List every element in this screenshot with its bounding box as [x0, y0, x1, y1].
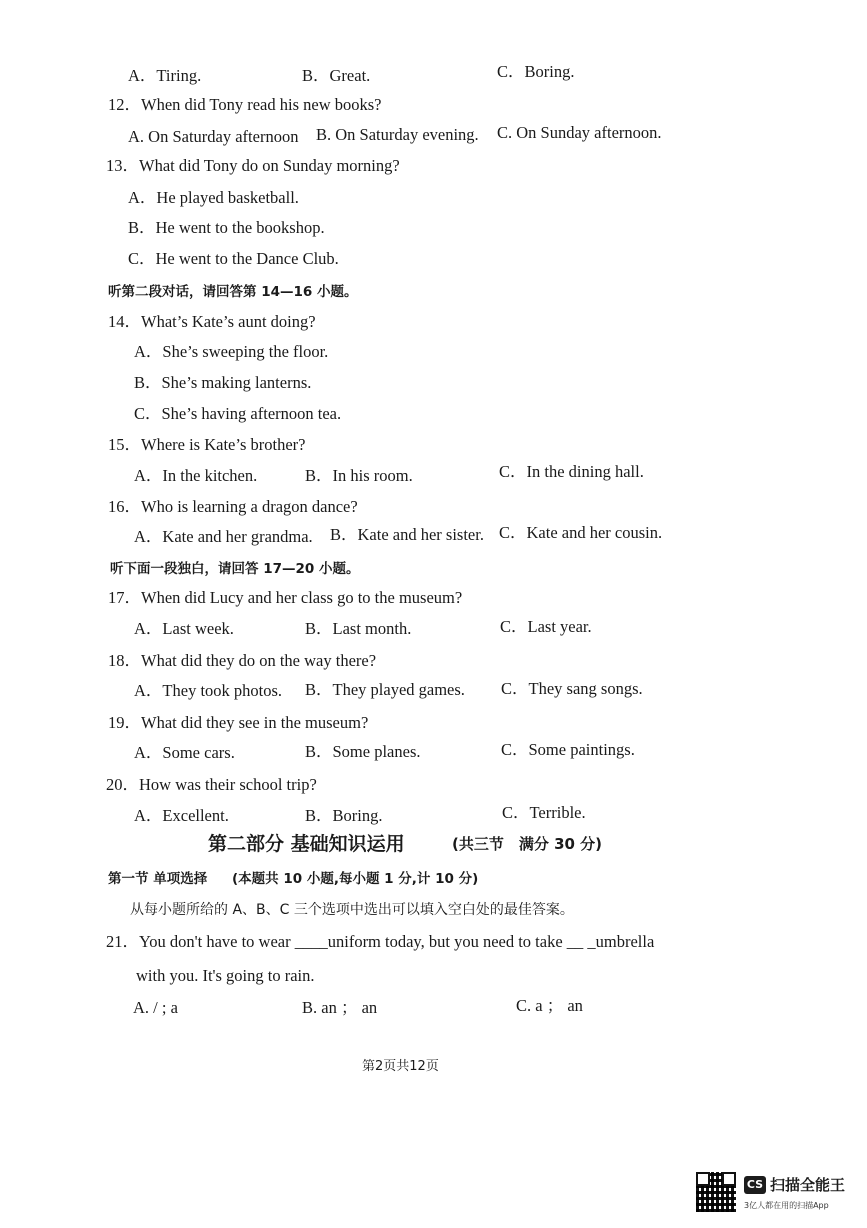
q13-option-a: A．He played basketball.: [128, 188, 299, 207]
q19-option-c: C．Some paintings.: [501, 740, 635, 759]
q19-option-b: B．Some planes.: [305, 742, 421, 761]
q14-stem: 14．What’s Kate’s aunt doing?: [108, 312, 316, 331]
q19-stem: 19．What did they see in the museum?: [108, 713, 369, 732]
q12-option-b: B. On Saturday evening.: [316, 125, 479, 144]
q20-option-b: B．Boring.: [305, 806, 383, 825]
part2-subtitle: (共三节 满分 30 分): [452, 835, 603, 853]
q17-option-c: C．Last year.: [500, 617, 592, 636]
q16-option-c: C．Kate and her cousin.: [499, 523, 663, 542]
qr-code-icon: [696, 1172, 736, 1212]
q12-stem: 12．When did Tony read his new books?: [108, 95, 382, 114]
q12-option-a: A. On Saturday afternoon: [128, 127, 299, 146]
q21-option-c: C. a ； an: [516, 996, 583, 1015]
q15-option-b: B．In his room.: [305, 466, 413, 485]
sec1-title: 第一节 单项选择: [108, 871, 208, 887]
q16-option-a: A．Kate and her grandma.: [134, 527, 313, 546]
q11-option-c: C．Boring.: [497, 62, 575, 81]
part2-title: 第二部分 基础知识运用: [208, 833, 405, 855]
q11-option-b: B．Great.: [302, 66, 371, 85]
instruction-text: 从每小题所给的 A、B、C 三个选项中选出可以填入空白处的最佳答案。: [130, 902, 574, 918]
q14-option-b: B．She’s making lanterns.: [134, 373, 312, 392]
q21-option-b: B. an ； an: [302, 998, 378, 1017]
q20-option-c: C．Terrible.: [502, 803, 586, 822]
q17-option-a: A．Last week.: [134, 619, 234, 638]
sec1-desc: (本题共 10 小题,每小题 1 分,计 10 分): [232, 871, 479, 887]
q14-option-a: A．She’s sweeping the floor.: [134, 342, 329, 361]
camscanner-logo: CS: [744, 1176, 766, 1194]
q14-option-c: C．She’s having afternoon tea.: [134, 404, 342, 423]
q17-option-b: B．Last month.: [305, 619, 412, 638]
q13-option-c: C．He went to the Dance Club.: [128, 249, 339, 268]
q18-option-c: C．They sang songs.: [501, 679, 643, 698]
q18-option-b: B．They played games.: [305, 680, 465, 699]
q15-stem: 15．Where is Kate’s brother?: [108, 435, 306, 454]
q16-option-b: B．Kate and her sister.: [330, 525, 484, 544]
page-number: 第2页共12页: [362, 1059, 439, 1074]
q21-stem-line2: with you. It's going to rain.: [136, 966, 315, 985]
q21-stem-line1: 21．You don't have to wear ____uniform today, but you need to take __ _umbrella: [106, 932, 655, 951]
q19-option-a: A．Some cars.: [134, 743, 235, 762]
q20-option-a: A．Excellent.: [134, 806, 229, 825]
q13-option-b: B．He went to the bookshop.: [128, 218, 325, 237]
q17-stem: 17．When did Lucy and her class go to the museum?: [108, 588, 463, 607]
q20-stem: 20．How was their school trip?: [106, 775, 317, 794]
camscanner-tagline: 3亿人都在用的扫描App: [744, 1201, 829, 1210]
q21-option-a: A. / ; a: [133, 998, 178, 1017]
q11-option-a: A．Tiring.: [128, 66, 202, 85]
camscanner-name: 扫描全能王: [770, 1176, 846, 1194]
q18-stem: 18．What did they do on the way there?: [108, 651, 377, 670]
section-heading-dialogue-2: 听第二段对话，请回答第 14—16 小题。: [108, 284, 358, 300]
section-heading-monologue: 听下面一段独白，请回答 17—20 小题。: [110, 561, 360, 577]
q13-stem: 13．What did Tony do on Sunday morning?: [106, 156, 400, 175]
q12-option-c: C. On Sunday afternoon.: [497, 123, 662, 142]
q16-stem: 16．Who is learning a dragon dance?: [108, 497, 358, 516]
q15-option-a: A．In the kitchen.: [134, 466, 258, 485]
q15-option-c: C．In the dining hall.: [499, 462, 644, 481]
q18-option-a: A．They took photos.: [134, 681, 283, 700]
